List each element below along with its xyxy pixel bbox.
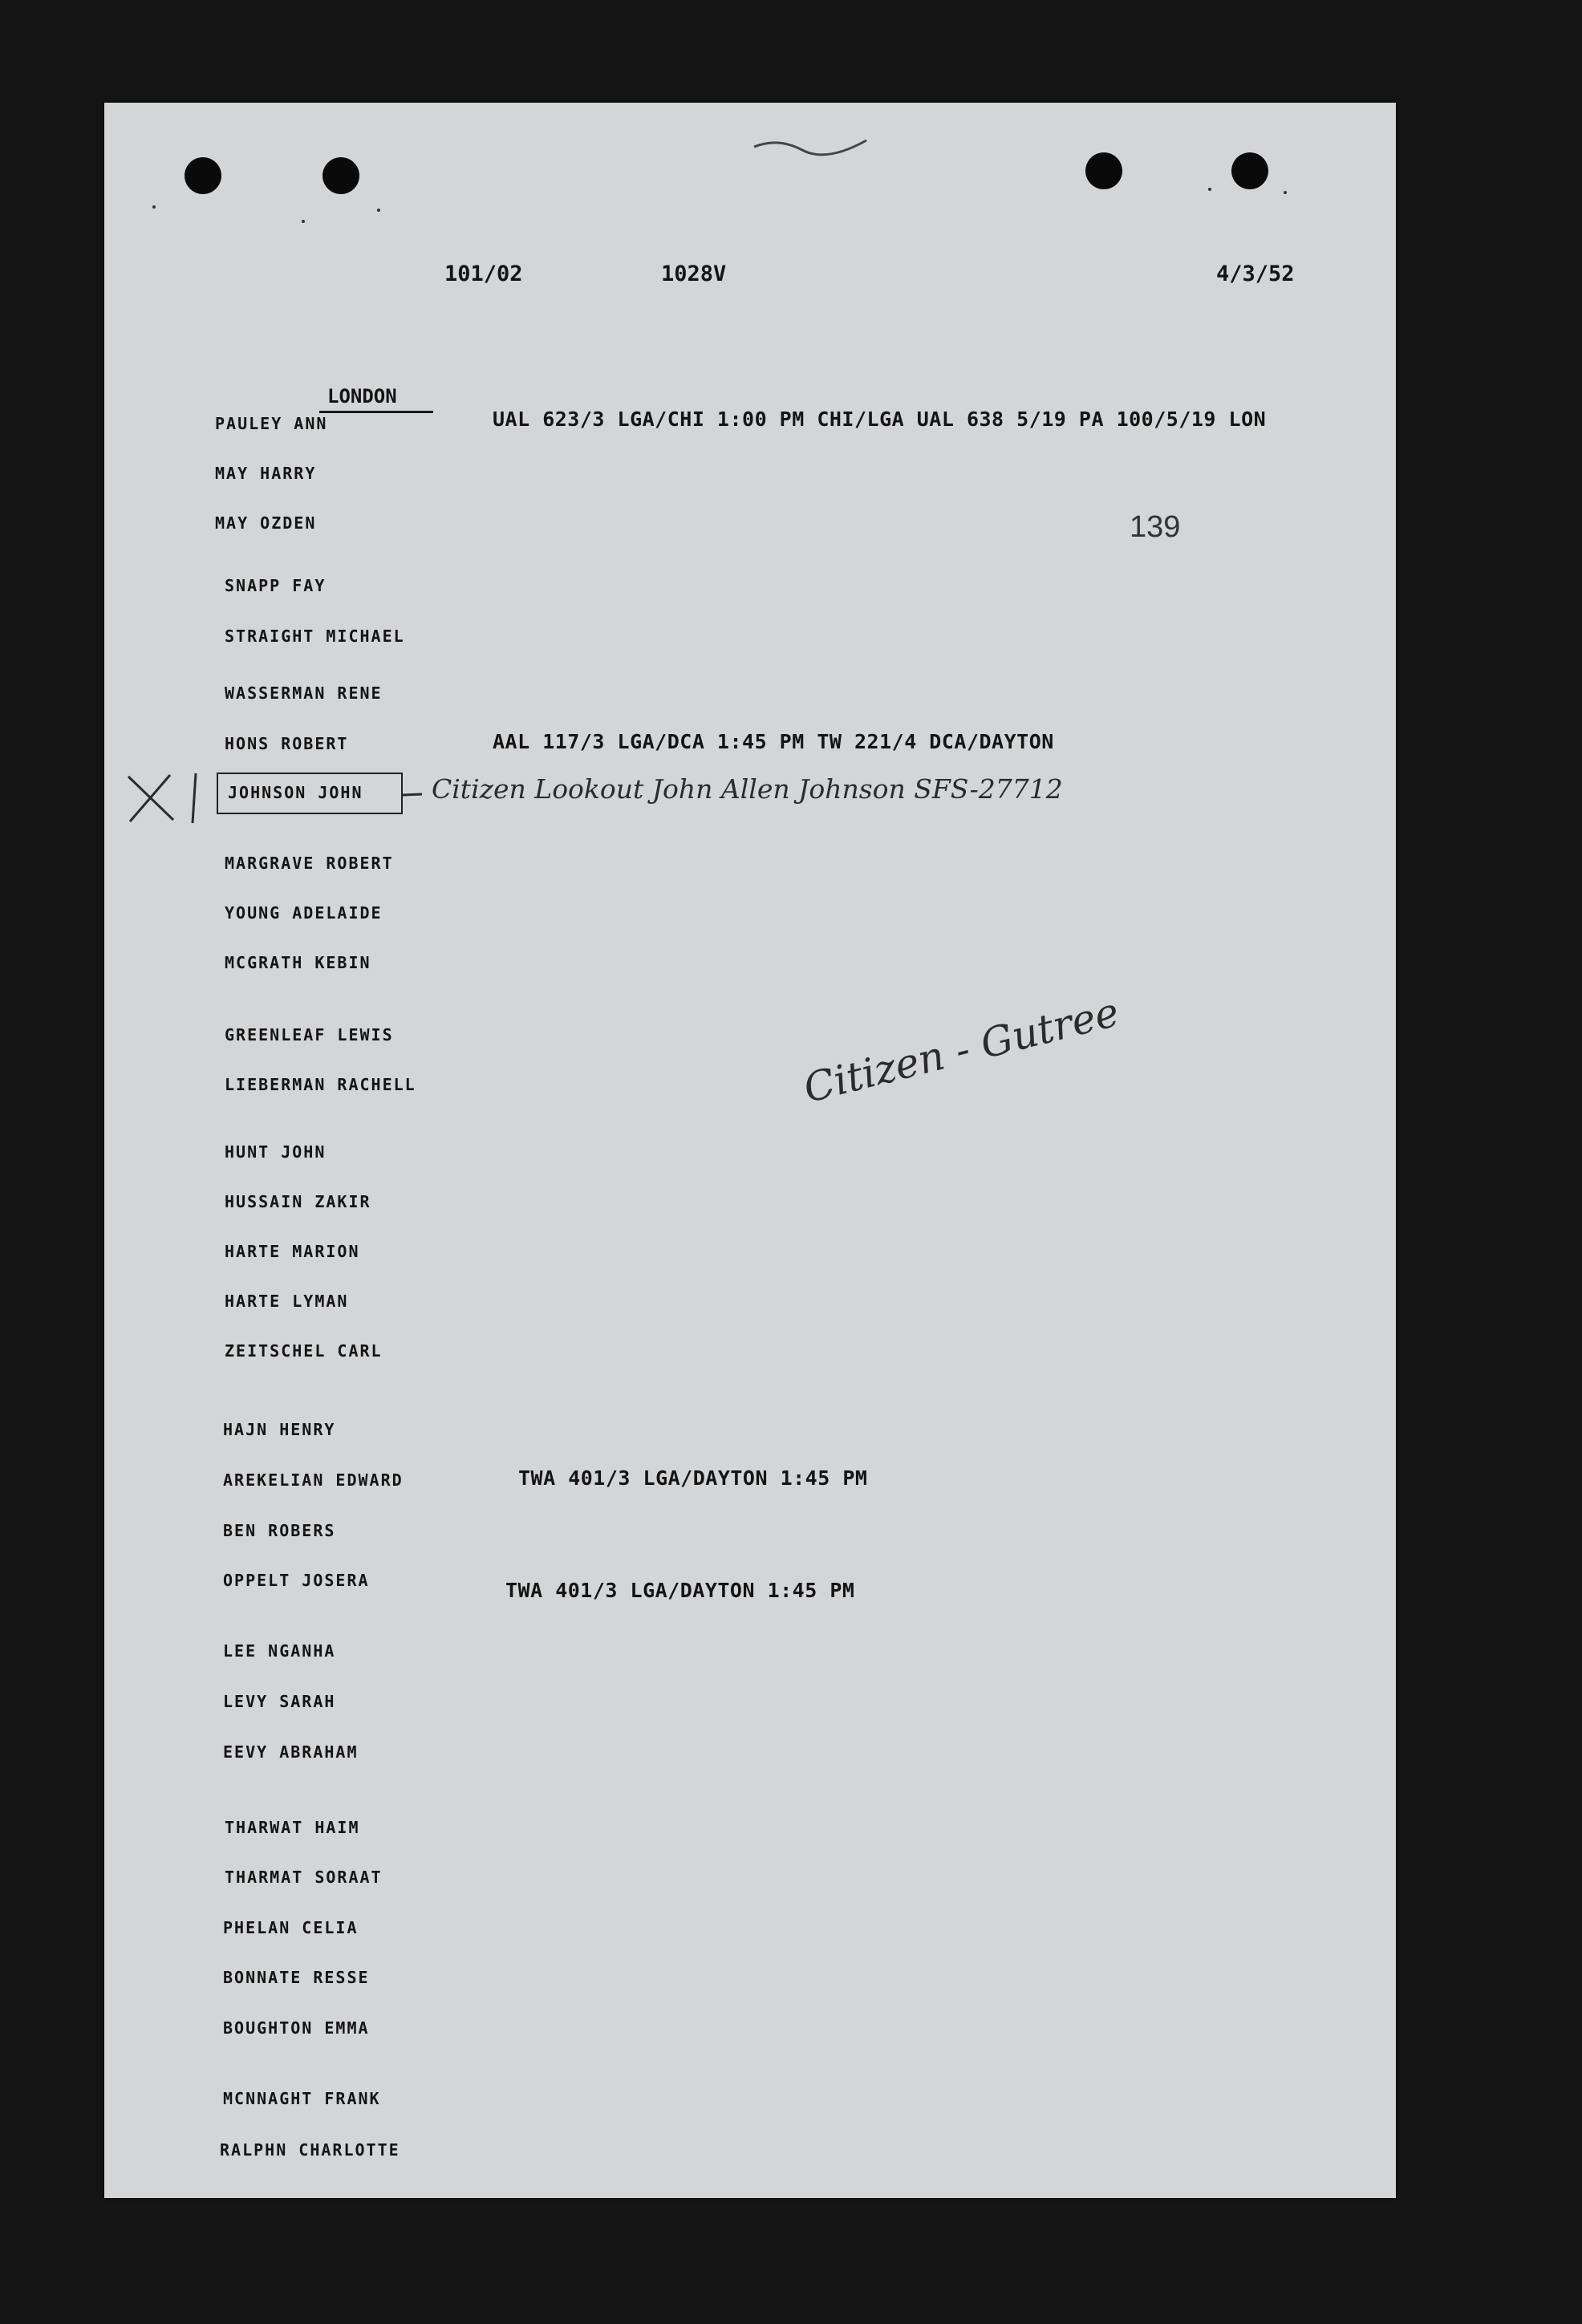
destination-heading: LONDON <box>327 385 397 408</box>
passenger-name: STRAIGHT MICHAEL <box>225 627 405 646</box>
passenger-name: THARMAT SORAAT <box>225 1868 383 1887</box>
passenger-name: ZEITSCHEL CARL <box>225 1341 383 1361</box>
flight-itinerary: TWA 401/3 LGA/DAYTON 1:45 PM <box>505 1579 855 1602</box>
passenger-name: MAY OZDEN <box>215 513 317 533</box>
passenger-name: BOUGHTON EMMA <box>223 2018 370 2038</box>
passenger-name: WASSERMAN RENE <box>225 683 383 703</box>
dash-mark <box>401 791 425 799</box>
passenger-name: LIEBERMAN RACHELL <box>225 1075 416 1094</box>
passenger-name: MARGRAVE ROBERT <box>225 854 394 873</box>
punch-hole <box>322 157 359 194</box>
document-page <box>104 103 1396 2198</box>
passenger-name: OPPELT JOSERA <box>223 1571 370 1590</box>
passenger-name: AREKELIAN EDWARD <box>223 1470 404 1490</box>
passenger-name: PHELAN CELIA <box>223 1918 359 1937</box>
handwritten-citizen-note: Citizen - Gutree <box>798 988 1124 1112</box>
heading-underline <box>319 411 433 413</box>
punch-hole <box>1231 152 1268 189</box>
ink-speck <box>152 205 156 209</box>
passenger-name: HUSSAIN ZAKIR <box>225 1192 371 1211</box>
passenger-name: HONS ROBERT <box>225 734 349 753</box>
ink-speck <box>377 209 380 212</box>
passenger-name: LEVY SARAH <box>223 1692 336 1711</box>
passenger-name: RALPHN CHARLOTTE <box>220 2140 400 2160</box>
punch-hole <box>185 157 221 194</box>
passenger-name: HUNT JOHN <box>225 1142 327 1162</box>
passenger-name: EEVY ABRAHAM <box>223 1742 359 1762</box>
passenger-name: HARTE MARION <box>225 1242 360 1261</box>
passenger-name: MCNNAGHT FRANK <box>223 2089 381 2108</box>
passenger-name: BONNATE RESSE <box>223 1968 370 1987</box>
passenger-name: PAULEY ANN <box>215 414 328 433</box>
ink-speck <box>1208 188 1211 191</box>
serial-number: 1028V <box>661 262 727 286</box>
document-date: 4/3/52 <box>1216 262 1295 286</box>
passenger-name: MCGRATH KEBIN <box>225 953 371 972</box>
passenger-name: SNAPP FAY <box>225 576 327 595</box>
page-stamp-number: 139 <box>1130 510 1181 544</box>
punch-hole <box>1085 152 1122 189</box>
flight-itinerary: AAL 117/3 LGA/DCA 1:45 PM TW 221/4 DCA/DAYTON <box>493 730 1054 753</box>
passenger-name: GREENLEAF LEWIS <box>225 1025 394 1044</box>
passenger-name: HAJN HENRY <box>223 1420 336 1439</box>
passenger-name: HARTE LYMAN <box>225 1292 349 1311</box>
passenger-name: YOUNG ADELAIDE <box>225 903 383 923</box>
flight-itinerary: UAL 623/3 LGA/CHI 1:00 PM CHI/LGA UAL 638 5/19 PA 100/5/19 LON <box>493 408 1267 431</box>
handwritten-lookout-note: Citizen Lookout John Allen Johnson SFS-27712 <box>432 773 1063 805</box>
passenger-name: MAY HARRY <box>215 464 317 483</box>
passenger-name: BEN ROBERS <box>223 1521 336 1540</box>
top-ink-mark <box>746 123 874 163</box>
ink-speck <box>302 220 305 223</box>
passenger-name-flagged: JOHNSON JOHN <box>228 783 363 802</box>
flight-itinerary: TWA 401/3 LGA/DAYTON 1:45 PM <box>518 1466 868 1490</box>
ink-speck <box>1284 191 1287 194</box>
passenger-name: LEE NGANHA <box>223 1641 336 1661</box>
x-mark <box>122 770 210 826</box>
passenger-name: THARWAT HAIM <box>225 1818 360 1837</box>
highlight-box <box>217 773 403 814</box>
file-code: 101/02 <box>444 262 523 286</box>
